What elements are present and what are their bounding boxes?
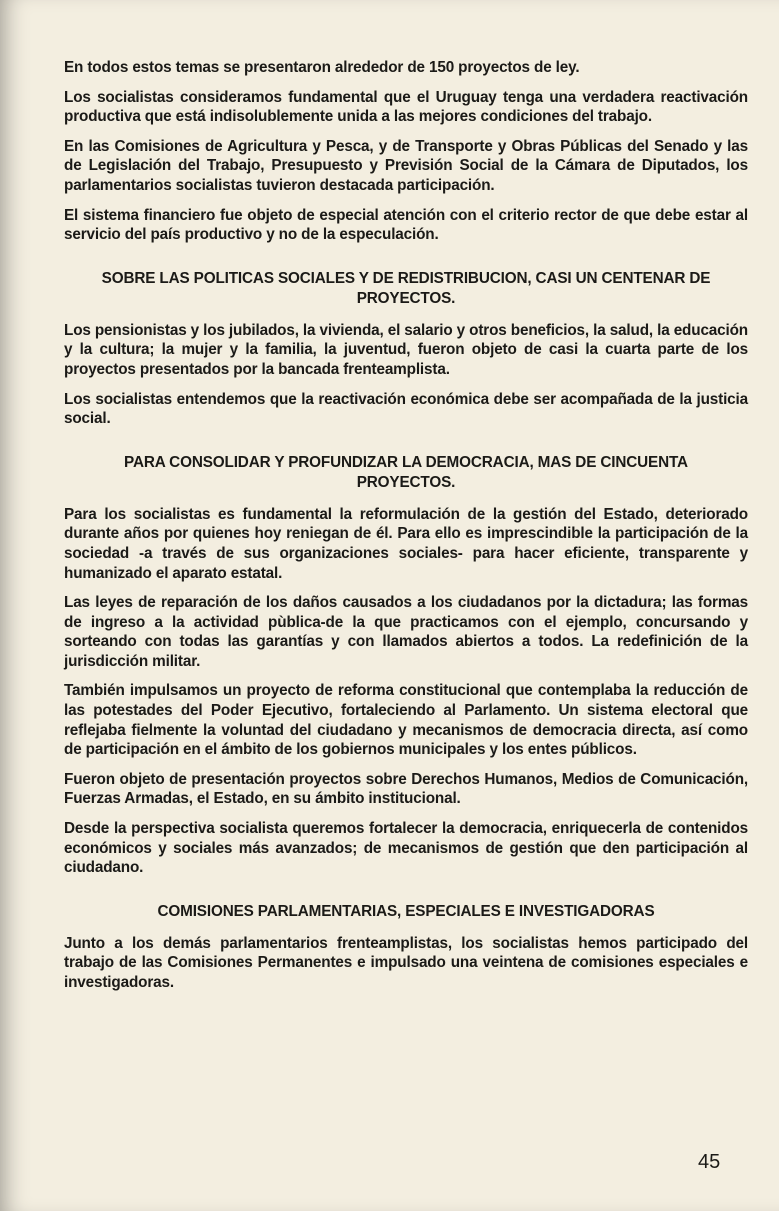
paragraph-sistema-financiero: El sistema financiero fue objeto de especial atención con el criterio rector de que debe estar al servicio del país productivo y no de la especulación.	[64, 206, 748, 244]
paragraph-proyectos-ley: En todos estos temas se presentaron alrededor de 150 proyectos de ley.	[64, 59, 580, 76]
paragraph-comisiones-especiales: Junto a los demás parlamentarios frenteamplistas, los socialistas hemos participado del trabajo de las Comisiones Permanentes e impulsado una veintena de comisiones especiales e investigadoras.	[64, 934, 748, 991]
page-number: 45	[698, 1151, 721, 1173]
paragraph-justicia-social: Los socialistas entendemos que la reactivación económica debe ser acompañada de la justicia social.	[64, 390, 748, 428]
paragraph-reactivacion-productiva: Los socialistas consideramos fundamental que el Uruguay tenga una verdadera reactivación productiva que está indisolublemente unida a las mejores condiciones del trabajo.	[64, 88, 748, 126]
paragraph-comisiones: En las Comisiones de Agricultura y Pesca, y de Transporte y Obras Públicas del Senado y las de Legislación del Trabajo, Presupuesto y Previsión Social de la Cámara de Diputados, los parlamentarios socialistas tuvieron destacada participación.	[64, 137, 748, 194]
paragraph-reforma-constitucional: También impulsamos un proyecto de reforma constitucional que contemplaba la reducción de las potestades del Poder Ejecutivo, fortaleciendo al Parlamento. Un sistema electoral que reflejaba fielmente la voluntad del ciudadano y mecanismos de democracia directa, así como de participación en el ámbito de los gobiernos municipales y los entes públicos.	[64, 682, 748, 759]
paragraph-gestion-estado: Para los socialistas es fundamental la reformulación de la gestión del Estado, deteriorado durante años por quienes hoy reniegan de él. Para ello es imprescindible la participación de la sociedad -a través de sus organizaciones sociales- para hacer eficiente, transparente y humanizado el aparato estatal.	[64, 505, 748, 582]
page-body	[64, 58, 748, 993]
paragraph-pensionistas: Los pensionistas y los jubilados, la vivienda, el salario y otros beneficios, la salud, la educación y la cultura; la mujer y la familia, la juventud, fueron objeto de casi la cuarta parte de los proyectos presentados por la bancada frenteamplista.	[64, 321, 748, 378]
paragraph-derechos-humanos: Fueron objeto de presentación proyectos sobre Derechos Humanos, Medios de Comunicación, Fuerzas Armadas, el Estado, en su ámbito institucional.	[64, 770, 748, 808]
section-heading-comisiones: COMISIONES PARLAMENTARIAS, ESPECIALES E INVESTIGADORAS	[157, 902, 655, 920]
paragraph-leyes-reparacion: Las leyes de reparación de los daños causados a los ciudadanos por la dictadura; las formas de ingreso a la actividad pùblica-de la que practicamos con el ejemplo, concursando y sorteando con todas las garantías y con llamados abiertos a todos. La redefinición de la jurisdicción militar.	[64, 594, 748, 670]
section-heading-democracia: PARA CONSOLIDAR Y PROFUNDIZAR LA DEMOCRACIA, MAS DE CINCUENTA PROYECTOS.	[124, 453, 688, 491]
paragraph-perspectiva-socialista: Desde la perspectiva socialista queremos fortalecer la democracia, enriquecerla de contenidos económicos y sociales más avanzados; de mecanismos de gestión que den participación al ciudadano.	[64, 820, 748, 877]
section-heading-politicas-sociales: SOBRE LAS POLITICAS SOCIALES Y DE REDISTRIBUCION, CASI UN CENTENAR DE PROYECTOS.	[101, 269, 711, 307]
